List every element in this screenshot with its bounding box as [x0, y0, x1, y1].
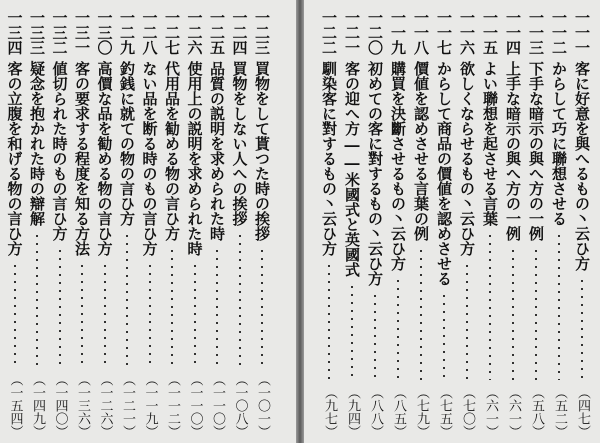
toc-entry-title: 疑念を抱かれた時の辯解 [28, 61, 46, 226]
toc-entry-number: 一三〇 [95, 10, 114, 55]
dot-leader [14, 262, 16, 367]
toc-entry-title: 購買を決斷させるもの丶云ひ方 [389, 61, 407, 271]
toc-entry-page-number: （一二六） [97, 373, 113, 438]
dot-leader [216, 247, 218, 367]
dot-leader [81, 262, 83, 367]
toc-entry [185, 10, 205, 438]
toc-entry-page-number: （七五） [437, 386, 452, 438]
toc-entry-page-number: （四七） [575, 386, 590, 438]
toc-entry [342, 10, 362, 438]
toc-entry [480, 10, 500, 438]
toc-entry [50, 10, 70, 438]
dot-leader [374, 292, 376, 380]
toc-entry-number: 一二三 [253, 10, 271, 55]
toc-entry-number: 一一九 [389, 10, 407, 55]
toc-entry-title: 品質の説明を求められた時 [208, 61, 226, 241]
toc-entry-page-number: （一〇八） [232, 373, 248, 438]
toc-entry [526, 10, 546, 438]
dot-leader [351, 283, 353, 380]
toc-entry-number: 一一三 [527, 10, 545, 55]
toc-entry-number: 一三一 [73, 10, 91, 55]
dot-leader [149, 262, 151, 367]
toc-entry-number: 一一六 [458, 10, 476, 55]
toc-entry-title: 客の立腹を和げる物の言ひ方 [5, 61, 24, 256]
toc-entry-number: 一一五 [481, 10, 499, 55]
toc-entry-number: 一一八 [412, 10, 430, 55]
toc-entry-page-number: （九四） [345, 386, 360, 438]
toc-entry [457, 10, 477, 438]
toc-entry-title: 欲しくならせるもの丶云ひ方 [458, 61, 476, 256]
toc-entry-title: 初めての客に對するもの丶云ひ方 [366, 61, 384, 286]
dot-leader [420, 247, 422, 380]
toc-entry-number: 一一二 [550, 10, 568, 55]
toc-entry [140, 10, 160, 438]
dot-leader [104, 262, 106, 367]
dot-leader [59, 247, 61, 367]
toc-entry-page-number: （六一） [506, 386, 521, 438]
toc-entry [95, 10, 115, 438]
toc-entry-title: 使用上の説明を求められた時 [185, 61, 204, 256]
toc-entry [162, 10, 182, 438]
dot-leader [126, 232, 128, 367]
toc-entry-page-number: （一四〇） [52, 373, 68, 438]
toc-entry-title: 馴染客に對するもの丶云ひ方 [320, 61, 338, 256]
toc-entry [549, 10, 569, 438]
toc-entry-number: 一三三 [28, 10, 46, 55]
toc-entry-page-number: （八五） [391, 386, 406, 438]
toc-entry-page-number: （一二一） [120, 373, 135, 438]
toc-entry-page-number: （一〇一） [255, 373, 270, 438]
dot-leader [239, 232, 241, 367]
toc-entry-page-number: （一一〇） [210, 373, 225, 438]
dot-leader [194, 262, 196, 367]
toc-entry-number: 一一一 [573, 10, 591, 55]
toc-entry [503, 10, 523, 438]
toc-entry-number: 一二五 [208, 10, 226, 55]
toc-entry-number: 一一七 [435, 10, 453, 55]
toc-entry-number: 一二二 [320, 10, 338, 55]
toc-entry-page-number: （七〇） [460, 386, 475, 438]
toc-entry-number: 一三二 [50, 10, 69, 55]
toc-entry-title: 高價な品を勧める物の言ひ方 [95, 61, 114, 256]
toc-entry-title: 代用品を勧める物の言ひ方 [163, 61, 181, 241]
toc-entry-page-number: （五八） [529, 386, 544, 438]
toc-entry-title: からして巧に聯想させる [550, 61, 568, 226]
toc-entry [5, 10, 25, 438]
dot-leader [512, 247, 514, 380]
dot-leader [581, 277, 583, 380]
toc-entry-title: 釣銭に就ての物の言ひ方 [118, 61, 136, 226]
toc-entry-title: 下手な暗示の與へ方の一例 [527, 61, 545, 241]
toc-entry-number: 一二一 [343, 10, 361, 55]
toc-entry [207, 10, 227, 438]
toc-entry [388, 10, 408, 438]
toc-entry-title: 客に好意を與へるもの丶云ひ方 [573, 61, 591, 271]
toc-entry-title: よい聯想を起させる言葉 [481, 61, 499, 226]
dot-leader [558, 232, 560, 380]
toc-entry-title: 値切られた時のもの言ひ方 [50, 61, 69, 241]
toc-entry-page-number: （八八） [368, 386, 383, 438]
toc-entry-title: 客の迎へ方――米國式と英國式 [343, 61, 361, 277]
toc-entry-page-number: （七九） [414, 386, 429, 438]
left-page [0, 0, 296, 443]
toc-entry-page-number: （六一） [483, 386, 498, 438]
toc-entry-title: 客の要求する程度を知る方法 [73, 61, 91, 256]
toc-entry [117, 10, 137, 438]
toc-entry-title: 買物をして貰つた時の挨拶 [253, 61, 271, 241]
toc-entry [434, 10, 454, 438]
toc-entry [365, 10, 385, 438]
right-page [304, 0, 600, 443]
toc-entry-page-number: （五二） [552, 386, 567, 438]
toc-entry-title: 價値を認めさせる言葉の例 [412, 61, 430, 241]
toc-entry-page-number: （九七） [322, 386, 337, 438]
toc-entry-page-number: （一一二） [165, 373, 180, 438]
toc-entry [252, 10, 272, 438]
toc-entry-title: 買物をしない人への挨拶 [230, 61, 249, 226]
toc-entry [319, 10, 339, 438]
toc-entry-number: 一二七 [163, 10, 181, 55]
toc-entry-title: 上手な暗示の與へ方の一例 [504, 61, 522, 241]
dot-leader [489, 232, 491, 380]
toc-entry-number: 一二九 [118, 10, 136, 55]
toc-entry-number: 一三四 [5, 10, 24, 55]
toc-entry-page-number: （一一九） [142, 373, 158, 438]
toc-entry [230, 10, 250, 438]
dot-leader [171, 247, 173, 367]
toc-entry-page-number: （一三六） [75, 373, 90, 438]
toc-entry-number: 一二四 [230, 10, 249, 55]
dot-leader [261, 247, 263, 367]
toc-entry-title: からして商品の價値を認めさせる [435, 61, 453, 286]
toc-entry-page-number: （一四九） [30, 373, 45, 438]
toc-entry-title: ない品を断る時のもの言ひ方 [140, 61, 159, 256]
toc-entry-number: 一二〇 [366, 10, 384, 55]
dot-leader [36, 232, 38, 367]
toc-entry-number: 一一四 [504, 10, 522, 55]
toc-entry-number: 一二六 [185, 10, 204, 55]
dot-leader [397, 277, 399, 380]
book-gutter [296, 0, 304, 443]
dot-leader [328, 262, 330, 380]
dot-leader [443, 292, 445, 380]
toc-entry [72, 10, 92, 438]
toc-entry [411, 10, 431, 438]
toc-entry [572, 10, 592, 438]
toc-entry [27, 10, 47, 438]
dot-leader [535, 247, 537, 380]
toc-entry-page-number: （一五四） [7, 373, 23, 438]
dot-leader [466, 262, 468, 380]
toc-entry-number: 一二八 [140, 10, 159, 55]
toc-entry-page-number: （一一〇） [187, 373, 203, 438]
